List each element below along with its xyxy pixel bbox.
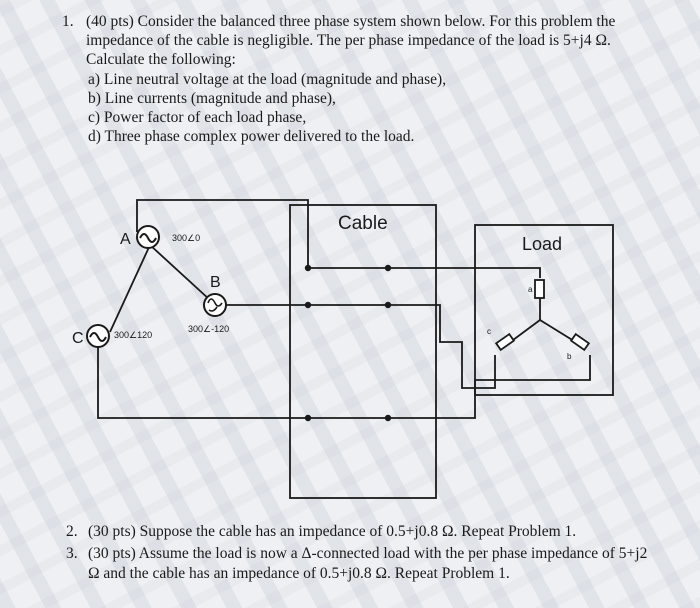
cable-box (290, 205, 436, 498)
node-dot (385, 265, 391, 271)
source-b-label: B (210, 274, 221, 291)
problem-2-line-1: (30 pts) Suppose the cable has an impedance of 0.5+j0.8 Ω. Repeat Problem 1. (88, 523, 577, 540)
source-a-label: A (120, 231, 131, 248)
source-b-value: 300∠-120 (188, 324, 230, 334)
source-a-icon (137, 226, 159, 248)
load-c-label: c (487, 327, 491, 336)
source-b-icon (204, 294, 226, 316)
source-c-icon (87, 325, 109, 347)
load-a-label: a (528, 285, 533, 294)
problem-1-item-b: b) Line currents (magnitude and phase), (88, 90, 336, 107)
node-dot (385, 415, 391, 421)
neutral-a-b (150, 245, 210, 300)
problem-3-line-1: (30 pts) Assume the load is now a Δ-connected load with the per phase impedance of 5+j2 (88, 545, 648, 562)
problem-1-line-1: (40 pts) Consider the balanced three phase system shown below. For this problem the (86, 13, 616, 30)
problem-3-line-2: Ω and the cable has an impedance of 0.5+j0.8 Ω. Repeat Problem 1. (88, 565, 510, 582)
line-b-wire (226, 305, 495, 388)
source-a-value: 300∠0 (172, 233, 201, 243)
problem-1-item-d: d) Three phase complex power delivered to the load. (88, 128, 415, 145)
load-label: Load (522, 234, 563, 254)
node-dot (305, 265, 311, 271)
problem-1-item-a: a) Line neutral voltage at the load (magnitude and phase), (88, 71, 447, 88)
problem-1-line-2: impedance of the cable is negligible. The per phase impedance of the load is 5+j4 Ω. (86, 32, 611, 49)
node-dot (385, 302, 391, 308)
load-impedance-c (496, 334, 514, 350)
problem-3-number: 3. (66, 545, 78, 562)
load-impedance-b (571, 334, 589, 350)
problem-2-number: 2. (66, 523, 78, 540)
problem-1-item-c: c) Power factor of each load phase, (88, 109, 307, 126)
load-b-label: b (567, 352, 572, 361)
line-c-wire (98, 343, 590, 418)
node-dot (305, 302, 311, 308)
source-c-value: 300∠120 (114, 330, 153, 340)
neutral-a-c (110, 245, 150, 332)
node-dot (305, 415, 311, 421)
problem-1-number: 1. (62, 13, 74, 30)
source-c-label: C (72, 330, 84, 347)
problem-1-line-3: Calculate the following: (86, 51, 236, 68)
cable-label: Cable (338, 213, 388, 234)
load-impedance-a (535, 280, 544, 298)
